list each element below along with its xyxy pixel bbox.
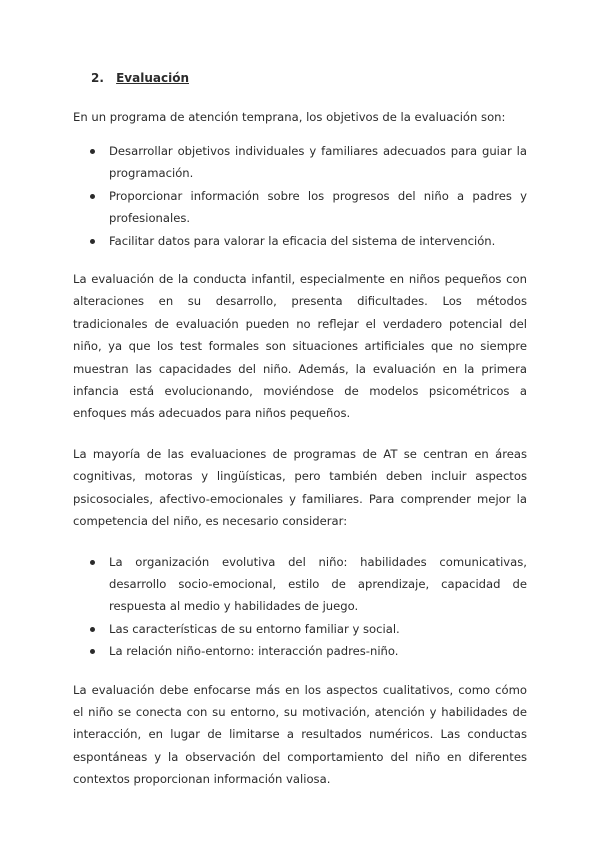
closing-paragraph: La evaluación debe enfocarse más en los aspectos cualitativos, como cómo el niño se conecta con su entorno, su motivación, atención y habilidades de interacción, en lugar de limitarse a resultados numéricos. Las conductas espontáneas y la observación del comportamiento del niño en diferentes contextos proporcionan información valiosa. — [73, 682, 527, 787]
body-paragraph: La mayoría de las evaluaciones de programas de AT se centran en áreas cognitivas, motoras y lingüísticas, pero también deben incluir aspectos psicosociales, afectivo-emocionales y familiares. Para comprender mejor la competencia del niño, es necesario considerar: — [73, 446, 527, 529]
bullet-icon — [90, 149, 95, 154]
list-item-text: Proporcionar información sobre los progresos del niño a padres y profesionales. — [109, 188, 527, 226]
list-item — [73, 185, 527, 230]
list-item — [73, 140, 527, 185]
intro-paragraph: En un programa de atención temprana, los objetivos de la evaluación son: — [73, 110, 506, 124]
list-item — [73, 618, 527, 640]
objectives-list — [73, 140, 527, 252]
list-item-text: Las características de su entorno familiar y social. — [109, 621, 400, 636]
list-item-text: Desarrollar objetivos individuales y familiares adecuados para guiar la programación. — [109, 144, 527, 181]
bullet-icon — [90, 194, 95, 199]
bullet-icon — [90, 649, 95, 654]
bullet-icon — [90, 560, 95, 565]
list-item — [73, 640, 527, 662]
body-paragraph: La evaluación de la conducta infantil, especialmente en niños pequeños con alteraciones en su desarrollo, presenta dificultades. Los métodos tradicionales de evaluación pueden no reflejar el verdadero potencial del niño, ya que los test formales son situaciones artificiales que no siempre muestran las capacidades del niño. Además, la evaluación en la primera infancia está evolucionando, moviéndose de modelos psicométricos a enfoques más adecuados para niños pequeños. — [73, 272, 527, 421]
list-item — [73, 230, 527, 252]
list-item-text: La organización evolutiva del niño: habilidades comunicativas, desarrollo socio-emocional, estilo de aprendizaje, capacidad de respuesta al medio y habilidades de juego. — [109, 554, 527, 614]
list-item-text: La relación niño-entorno: interacción padres-niño. — [109, 644, 399, 659]
section-heading — [91, 70, 527, 86]
list-item — [73, 551, 527, 618]
bullet-icon — [90, 239, 95, 244]
section-number: 2. — [91, 71, 104, 85]
section-title: Evaluación — [116, 71, 189, 85]
considerations-list — [73, 551, 527, 663]
list-item-text: Facilitar datos para valorar la eficacia del sistema de intervención. — [109, 233, 496, 248]
bullet-icon — [90, 627, 95, 632]
